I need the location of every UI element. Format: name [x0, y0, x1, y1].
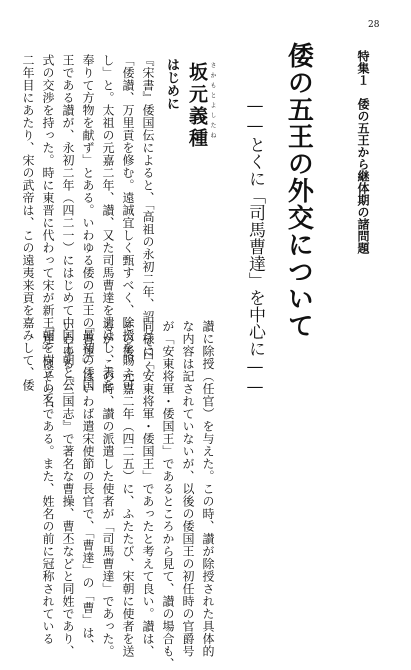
author-name-reading: さかもとよしたね [209, 62, 216, 142]
body-line: いわゆる『三国志』で著名な曹操、曹丕などと同姓であり、 [61, 320, 75, 658]
body-line: な内容は記されていないが、以後の倭国王の初任時の官爵号 [181, 320, 195, 658]
article-title: 倭の五王の外交について [283, 42, 314, 339]
body-line: 奉りて方物を献ず」とある。いわゆる倭の五王の最初の倭国 [81, 54, 95, 392]
article-subtitle: ——とくに「司馬曹達」を中心に—— [245, 96, 265, 397]
body-line: 『宋書』倭国伝によると、「高祖の永初二年、詔して曰く [141, 54, 155, 373]
body-line: が「安東将軍・倭国王」であるところから見て、讃の場合も、 [161, 320, 175, 670]
body-line: 式の交渉を持った。時に東晋に代わって宋が新王朝を樹立して、 [41, 54, 55, 417]
author-name: 坂元義種 [186, 62, 208, 150]
body-text-top [18, 54, 158, 417]
series-heading: 特集１ 倭の五王から継体期の諸問題 [356, 50, 370, 254]
body-line: 「曹達」はいわば遣宋使節の長官で、「曹達」の「曹」は、 [81, 320, 95, 652]
body-line: し」と。太祖の元嘉二年、讃、又た司馬曹達を遣はし、表を [101, 54, 115, 392]
body-line: 二年目にあたり、宋の武帝は、この遠夷来貢を嘉みして、倭 [21, 54, 35, 392]
body-line: 王である讃が、永初二年（四二一）にはじめて中国王朝と公 [61, 54, 75, 392]
body-line: 「達」はその名である。また、姓名の前に冠称されている [41, 320, 55, 645]
body-text-bottom [18, 320, 218, 670]
body-line: るが、この時、讃の派遣した使者が「司馬曹達」であった。 [101, 320, 115, 658]
body-line: 讃に除授（任官）を与えた。この時、讃が除授された具体的 [201, 320, 215, 658]
body-line: その後、元嘉二年（四二五）に、ふたたび、宋朝に使者を送 [121, 320, 135, 658]
body-line: 同様に「安東将軍・倭国王」であったと考えて良い。讃は、 [141, 320, 155, 658]
page-number: 28 [368, 20, 380, 30]
section-heading: はじめに [164, 58, 179, 110]
body-line: 「倭讃、万里貢を修む。遠誠宜しく甄すべく、除授を賜ふ可 [121, 54, 135, 392]
